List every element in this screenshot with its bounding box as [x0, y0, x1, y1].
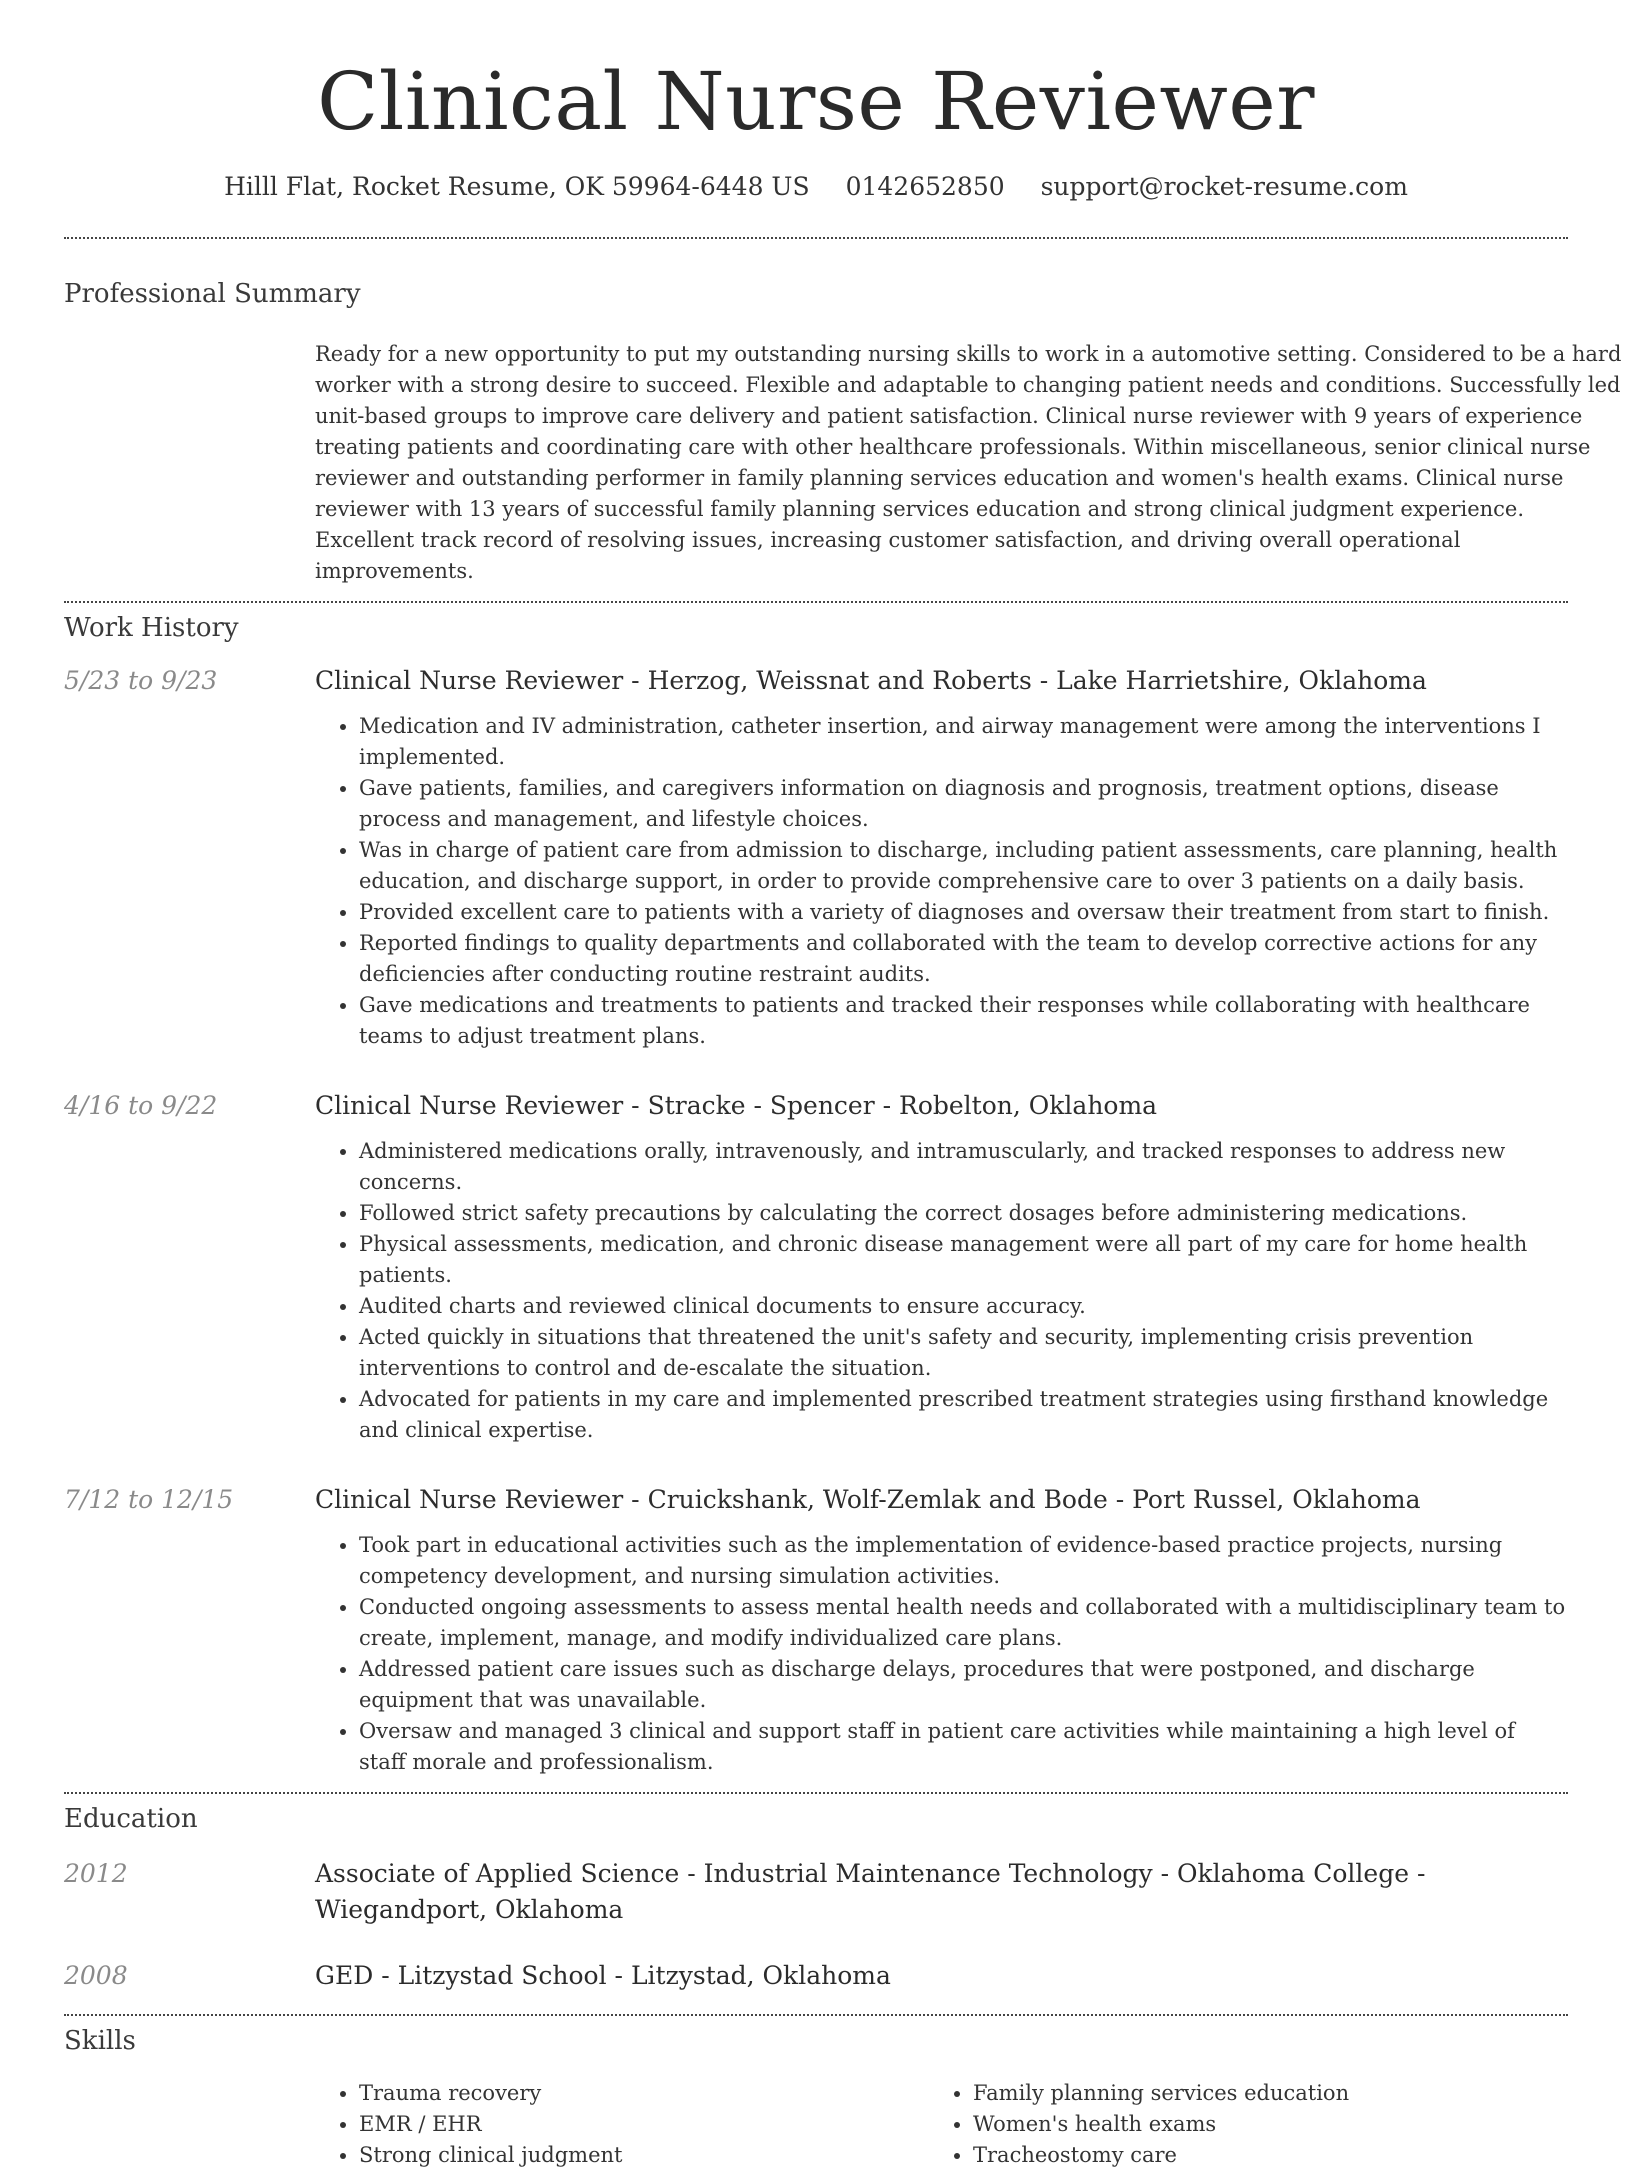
education-title: Education: [64, 1804, 198, 1834]
divider: [64, 601, 1568, 603]
job-bullet: • Advocated for patients in my care and implemented prescribed treatment strategies using firsthand knowledge and clinical expertise.: [359, 1384, 1568, 1446]
job-bullet: • Conducted ongoing assessments to assess mental health needs and collaborated with a multidisciplinary team to create, implement, manage, and modify individualized care plans.: [359, 1592, 1568, 1654]
job-bullets: [315, 1136, 1568, 1446]
job-bullet: • Administered medications orally, intravenously, and intramuscularly, and tracked responses to address new concerns.: [359, 1136, 1568, 1198]
divider: [64, 237, 1568, 239]
job-heading: Clinical Nurse Reviewer - Stracke - Spencer - Robelton, Oklahoma: [315, 1091, 1158, 1120]
job-bullet: • Took part in educational activities such as the implementation of evidence-based practice projects, nursing competency development, and nursing simulation activities.: [359, 1530, 1568, 1592]
job-entry: [64, 663, 1568, 1052]
job-bullet: • Physical assessments, medication, and chronic disease management were all part of my care for home health patients.: [359, 1229, 1568, 1291]
skill-item: • Family planning services education: [973, 2078, 1543, 2109]
job-bullets: [315, 1530, 1568, 1778]
education-heading: GED - Litzystad School - Litzystad, Oklahoma: [315, 1961, 891, 1990]
divider: [64, 1792, 1568, 1794]
contact-phone: 0142652850: [845, 172, 1005, 201]
skill-item: • Strong clinical judgment: [359, 2140, 929, 2171]
contact-address: Hilll Flat, Rocket Resume, OK 59964-6448 US: [224, 172, 810, 201]
summary-text: Ready for a new opportunity to put my outstanding nursing skills to work in a automotive setting. Considered to be a hard worker with a strong desire to succeed. Flexible and adaptable to changing patient needs and conditions. Successfully led unit-based groups to improve care delivery and patient satisfaction. Clinical nurse reviewer with 9 years of experience treating patients and coordinating care with other healthcare professionals. Within miscellaneous, senior clinical nurse reviewer and outstanding performer in family planning services education and women's health exams. Clinical nurse reviewer with 13 years of successful family planning services education and strong clinical judgment experience. Excellent track record of resolving issues, increasing customer satisfaction, and driving overall operational improvements.: [315, 342, 1622, 583]
summary-section: [64, 279, 1622, 587]
job-bullet: • Medication and IV administration, catheter insertion, and airway management were among the interventions I implemented.: [359, 711, 1568, 773]
job-dates: 7/12 to 12/15: [64, 1485, 234, 1514]
education-year: 2012: [64, 1859, 128, 1888]
education-section: [64, 1804, 1568, 1994]
contact-line: [64, 172, 1568, 201]
job-bullet: • Provided excellent care to patients with a variety of diagnoses and oversaw their treatment from start to finish.: [359, 897, 1568, 928]
skills-right-column: [929, 2078, 1543, 2171]
skills-section: [64, 2026, 1568, 2171]
job-bullet: • Gave patients, families, and caregivers information on diagnosis and prognosis, treatment options, disease process and management, and lifestyle choices.: [359, 773, 1568, 835]
education-entry: [64, 1958, 1568, 1994]
job-entry: [64, 1088, 1568, 1446]
job-bullet: • Gave medications and treatments to patients and tracked their responses while collaborating with healthcare teams to adjust treatment plans.: [359, 990, 1568, 1052]
skills-left-column: [315, 2078, 929, 2171]
education-heading: Associate of Applied Science - Industrial Maintenance Technology - Oklahoma College - Wiegandport, Oklahoma: [315, 1859, 1426, 1924]
skills-columns: [315, 2078, 1568, 2171]
summary-title: Professional Summary: [64, 279, 361, 309]
skill-item: • Tracheostomy care: [973, 2140, 1543, 2171]
job-dates: 4/16 to 9/22: [64, 1091, 218, 1120]
work-title: Work History: [64, 613, 239, 643]
job-bullets: [315, 711, 1568, 1052]
job-bullet: • Reported findings to quality departments and collaborated with the team to develop corrective actions for any deficiencies after conducting routine restraint audits.: [359, 928, 1568, 990]
contact-email: support@rocket-resume.com: [1040, 172, 1408, 201]
job-bullet: • Acted quickly in situations that threatened the unit's safety and security, implementing crisis prevention interventions to control and de-escalate the situation.: [359, 1322, 1568, 1384]
work-section: [64, 613, 1568, 1778]
job-entry: [64, 1482, 1568, 1778]
education-year: 2008: [64, 1961, 128, 1990]
job-dates: 5/23 to 9/23: [64, 666, 218, 695]
job-heading: Clinical Nurse Reviewer - Cruickshank, Wolf-Zemlak and Bode - Port Russel, Oklahoma: [315, 1485, 1421, 1514]
job-bullet: • Was in charge of patient care from admission to discharge, including patient assessments, care planning, health education, and discharge support, in order to provide comprehensive care to over 3 patients on a daily basis.: [359, 835, 1568, 897]
education-entry: [64, 1856, 1568, 1928]
job-bullet: • Followed strict safety precautions by calculating the correct dosages before administering medications.: [359, 1198, 1568, 1229]
job-bullet: • Addressed patient care issues such as discharge delays, procedures that were postponed, and discharge equipment that was unavailable.: [359, 1654, 1568, 1716]
job-heading: Clinical Nurse Reviewer - Herzog, Weissnat and Roberts - Lake Harrietshire, Oklahoma: [315, 666, 1427, 695]
skill-item: • Trauma recovery: [359, 2078, 929, 2109]
skill-item: • EMR / EHR: [359, 2109, 929, 2140]
job-bullet: • Oversaw and managed 3 clinical and support staff in patient care activities while maintaining a high level of staff morale and professionalism.: [359, 1716, 1568, 1778]
divider: [64, 2014, 1568, 2016]
resume-name: Clinical Nurse Reviewer: [317, 55, 1315, 148]
skill-item: • Women's health exams: [973, 2109, 1543, 2140]
skills-title: Skills: [64, 2026, 136, 2056]
job-bullet: • Audited charts and reviewed clinical documents to ensure accuracy.: [359, 1291, 1568, 1322]
